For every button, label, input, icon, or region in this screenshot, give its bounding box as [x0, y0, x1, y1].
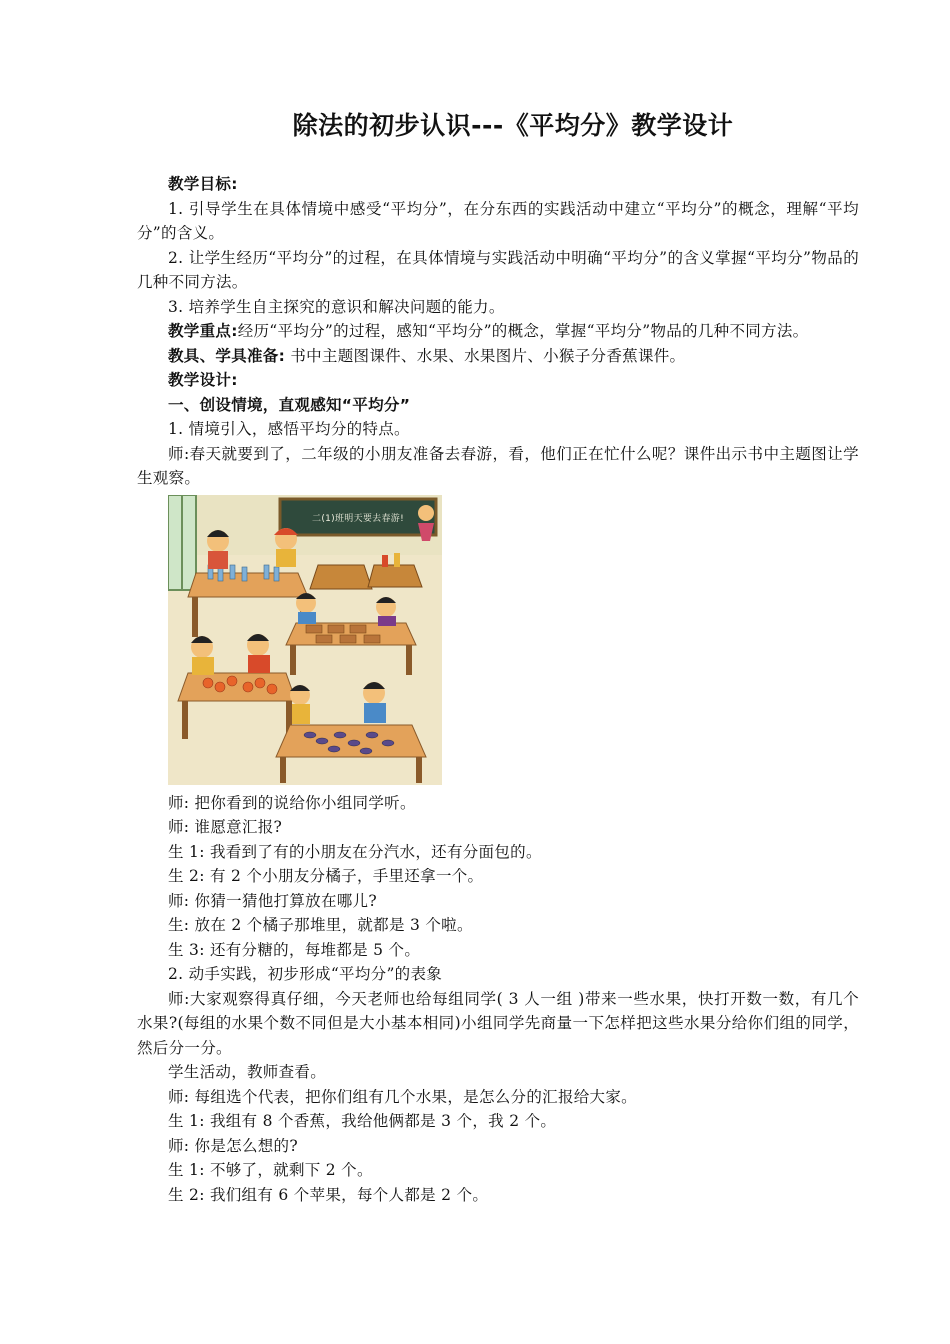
design-heading: 教学设计: [168, 371, 238, 389]
page-title: 除法的初步认识---《平均分》教学设计 [292, 111, 734, 140]
objective-2: 2. 让学生经历“平均分”的过程，在具体情境与实践活动中明确“平均分”的含义掌握“平均分”物品的几种不同方法。 [137, 248, 859, 291]
section1-heading: 一、创设情境，直观感知“平均分” [168, 395, 411, 414]
dialogue2-line-4: 生 1: 我组有 8 个香蕉，我给他俩都是 3 个，我 2 个。 [168, 1112, 557, 1130]
materials-label: 教具、学具准备: [168, 346, 286, 365]
dialogue2-line-2: 学生活动，教师查看。 [168, 1063, 327, 1081]
key-point-label: 教学重点: [168, 322, 238, 340]
section1-intro: 1. 情境引入，感悟平均分的特点。 [168, 420, 410, 438]
dialogue1-line-4: 生 2: 有 2 个小朋友分橘子，手里还拿一个。 [168, 867, 484, 885]
dialogue2-line-6: 生 1: 不够了，就剩下 2 个。 [168, 1161, 373, 1179]
subsection2-heading: 2. 动手实践，初步形成“平均分”的表象 [168, 965, 443, 983]
dialogue1-line-6: 生: 放在 2 个橘子那堆里，就都是 3 个啦。 [168, 916, 473, 934]
materials-text: 书中主题图课件、水果、水果图片、小猴子分香蕉课件。 [285, 346, 686, 365]
objective-3: 3. 培养学生自主探究的意识和解决问题的能力。 [168, 297, 505, 316]
dialogue1-line-5: 师: 你猜一猜他打算放在哪儿? [168, 891, 377, 910]
dialogue2-line-3: 师: 每组选个代表，把你们组有几个水果，是怎么分的汇报给大家。 [168, 1087, 637, 1106]
dialogue1-line-3: 生 1: 我看到了有的小朋友在分汽水，还有分面包的。 [168, 842, 542, 861]
dialogue2-line-5: 师: 你是怎么想的? [168, 1136, 298, 1155]
objective-1: 1. 引导学生在具体情境中感受“平均分”，在分东西的实践活动中建立“平均分”的概念，理解“平均分”的含义。 [137, 199, 859, 242]
dialogue2-line-1: 师:大家观察得真仔细，今天老师也给每组同学( 3 人一组 )带来一些水果，快打开数一数，有几个水果?(每组的水果个数不同但是大小基本相同)小组同学先商量一下怎样把这些水果分给你们组的同学，然后分一分。 [137, 989, 859, 1057]
key-point-text: 经历“平均分”的过程，感知“平均分”的概念，掌握“平均分”物品的几种不同方法。 [237, 322, 809, 340]
dialogue2-line-7: 生 2: 我们组有 6 个苹果，每个人都是 2 个。 [168, 1185, 489, 1204]
key-point [137, 319, 859, 344]
objectives-heading: 教学目标: [168, 175, 238, 193]
blackboard-text: 二(1)班明天要去春游! [312, 513, 404, 524]
dialogue1-line-7: 生 3: 还有分糖的，每堆都是 5 个。 [168, 940, 421, 959]
materials [137, 344, 859, 369]
dialogue1-line-1: 师: 把你看到的说给你小组同学听。 [168, 793, 416, 812]
document-body [137, 172, 859, 1207]
section1-teacher-intro: 师:春天就要到了，二年级的小朋友准备去春游，看，他们正在忙什么呢？课件出示书中主题图让学生观察。 [137, 444, 859, 487]
dialogue1-line-2: 师: 谁愿意汇报? [168, 818, 283, 836]
classroom-illustration [168, 495, 442, 785]
